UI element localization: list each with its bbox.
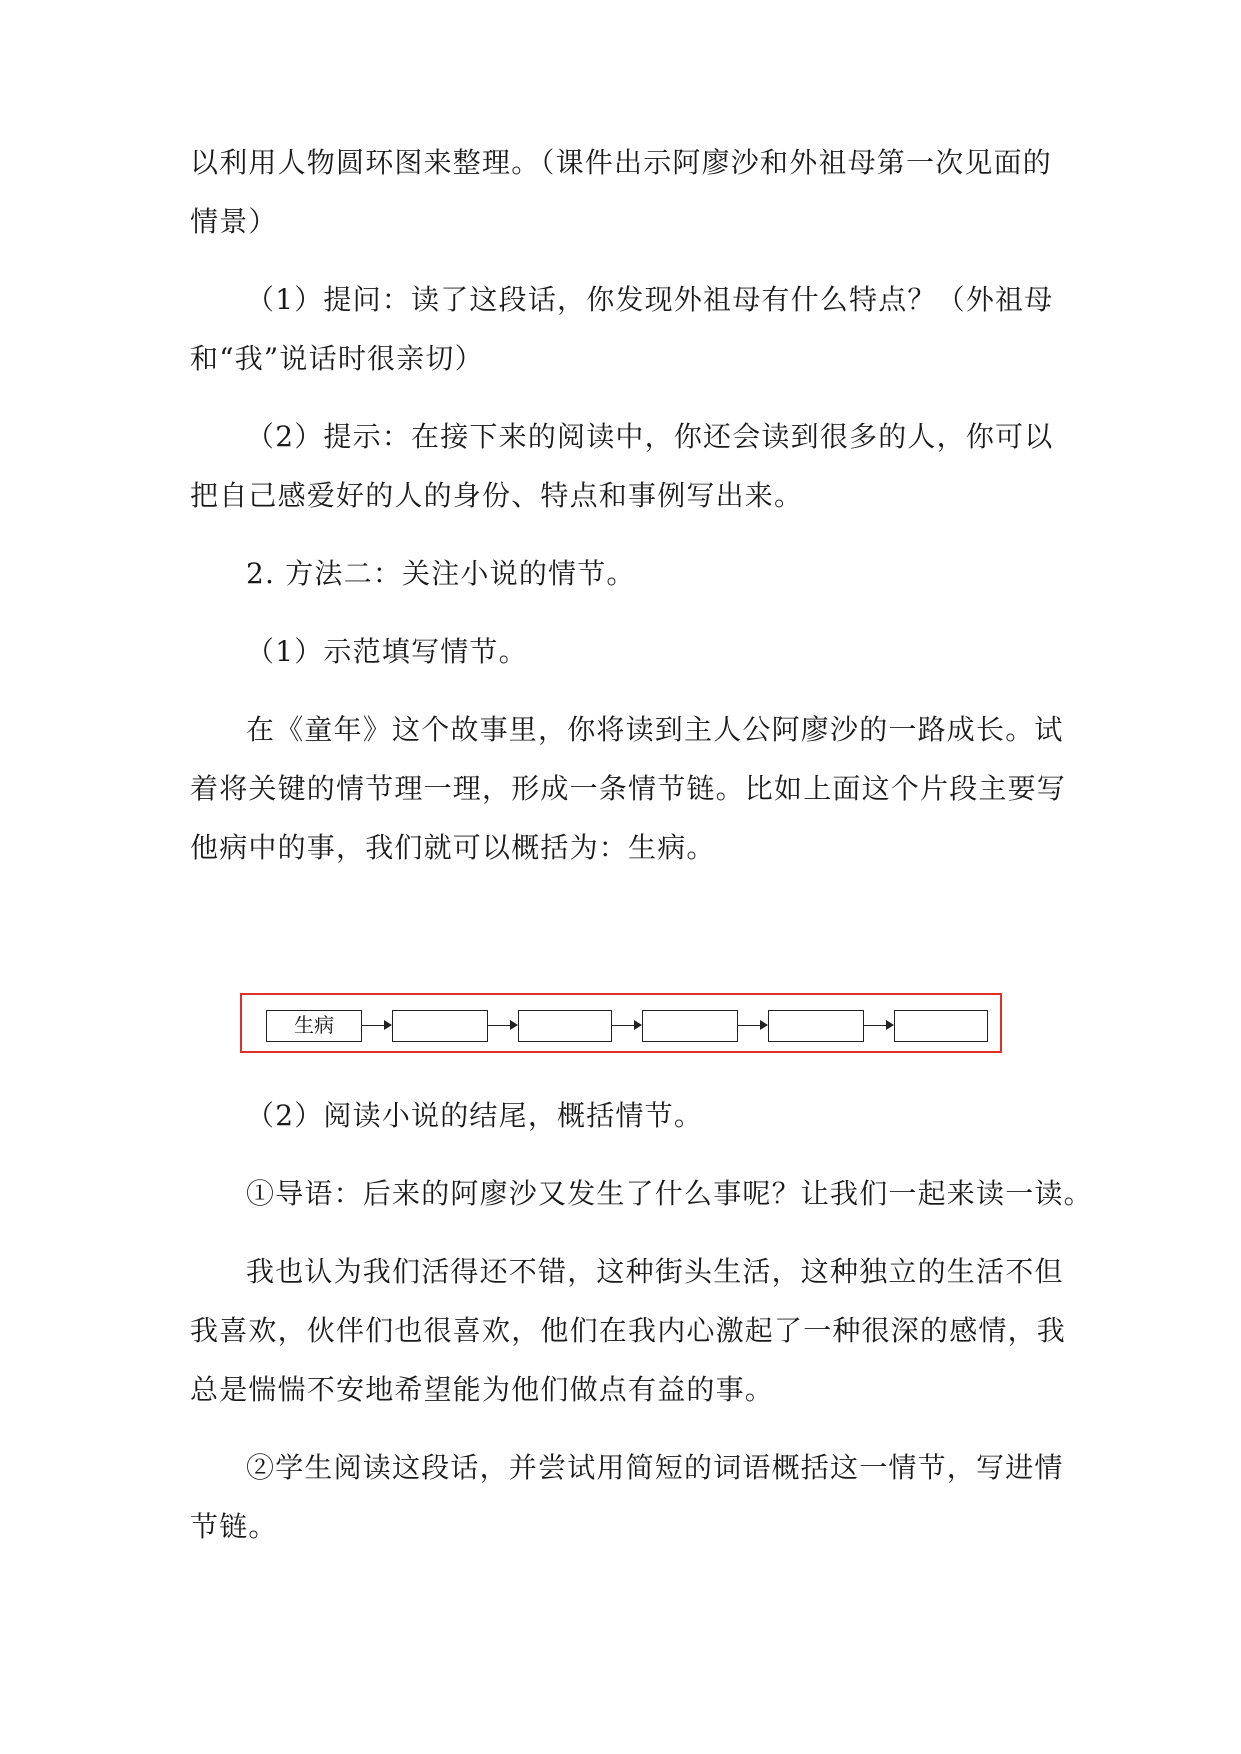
paragraph-line: （2）提示：在接下来的阅读中，你还会读到很多的人，你可以: [246, 420, 1054, 453]
quote-line: 我喜欢，伙伴们也很喜欢，他们在我内心激起了一种很深的感情，我: [190, 1314, 1067, 1347]
paragraph-line: 节链。: [190, 1510, 278, 1543]
paragraph-line: 着将关键的情节理一理，形成一条情节链。比如上面这个片段主要写: [190, 772, 1067, 805]
plot-chain-arrow: [488, 1025, 516, 1026]
plot-chain-node: [392, 1010, 488, 1042]
subsection-heading: （2）阅读小说的结尾，概括情节。: [246, 1099, 704, 1132]
plot-chain-node: [518, 1010, 612, 1042]
section-heading: 2. 方法二：关注小说的情节。: [246, 557, 636, 590]
quote-line: 总是惴惴不安地希望能为他们做点有益的事。: [190, 1373, 775, 1406]
plot-chain-arrow: [864, 1025, 892, 1026]
paragraph-line: 他病中的事，我们就可以概括为：生病。: [190, 831, 716, 864]
paragraph-line: ②学生阅读这段话，并尝试用简短的词语概括这一情节，写进情: [246, 1451, 1064, 1484]
plot-chain-arrow: [362, 1025, 390, 1026]
plot-chain-arrow: [738, 1025, 766, 1026]
quote-line: 我也认为我们活得还不错，这种街头生活，这种独立的生活不但: [246, 1255, 1064, 1288]
paragraph-line: ①导语：后来的阿廖沙又发生了什么事呢？让我们一起来读一读。: [246, 1177, 1093, 1210]
paragraph-line: 以利用人物圆环图来整理。（课件出示阿廖沙和外祖母第一次见面的: [190, 146, 1053, 179]
paragraph-line: 情景）: [190, 205, 278, 238]
paragraph-line: 把自己感爱好的人的身份、特点和事例写出来。: [190, 479, 804, 512]
plot-chain-arrow: [612, 1025, 640, 1026]
plot-chain-node: [894, 1010, 988, 1042]
paragraph-line: （1）提问：读了这段话，你发现外祖母有什么特点？（外祖母: [246, 283, 1054, 316]
plot-chain-node: 生病: [266, 1010, 362, 1042]
plot-chain-node: [642, 1010, 738, 1042]
paragraph-line: 在《童年》这个故事里，你将读到主人公阿廖沙的一路成长。试: [246, 713, 1064, 746]
plot-chain-node: [768, 1010, 864, 1042]
subsection-heading: （1）示范填写情节。: [246, 635, 528, 668]
paragraph-line: 和“我”说话时很亲切）: [190, 342, 484, 375]
